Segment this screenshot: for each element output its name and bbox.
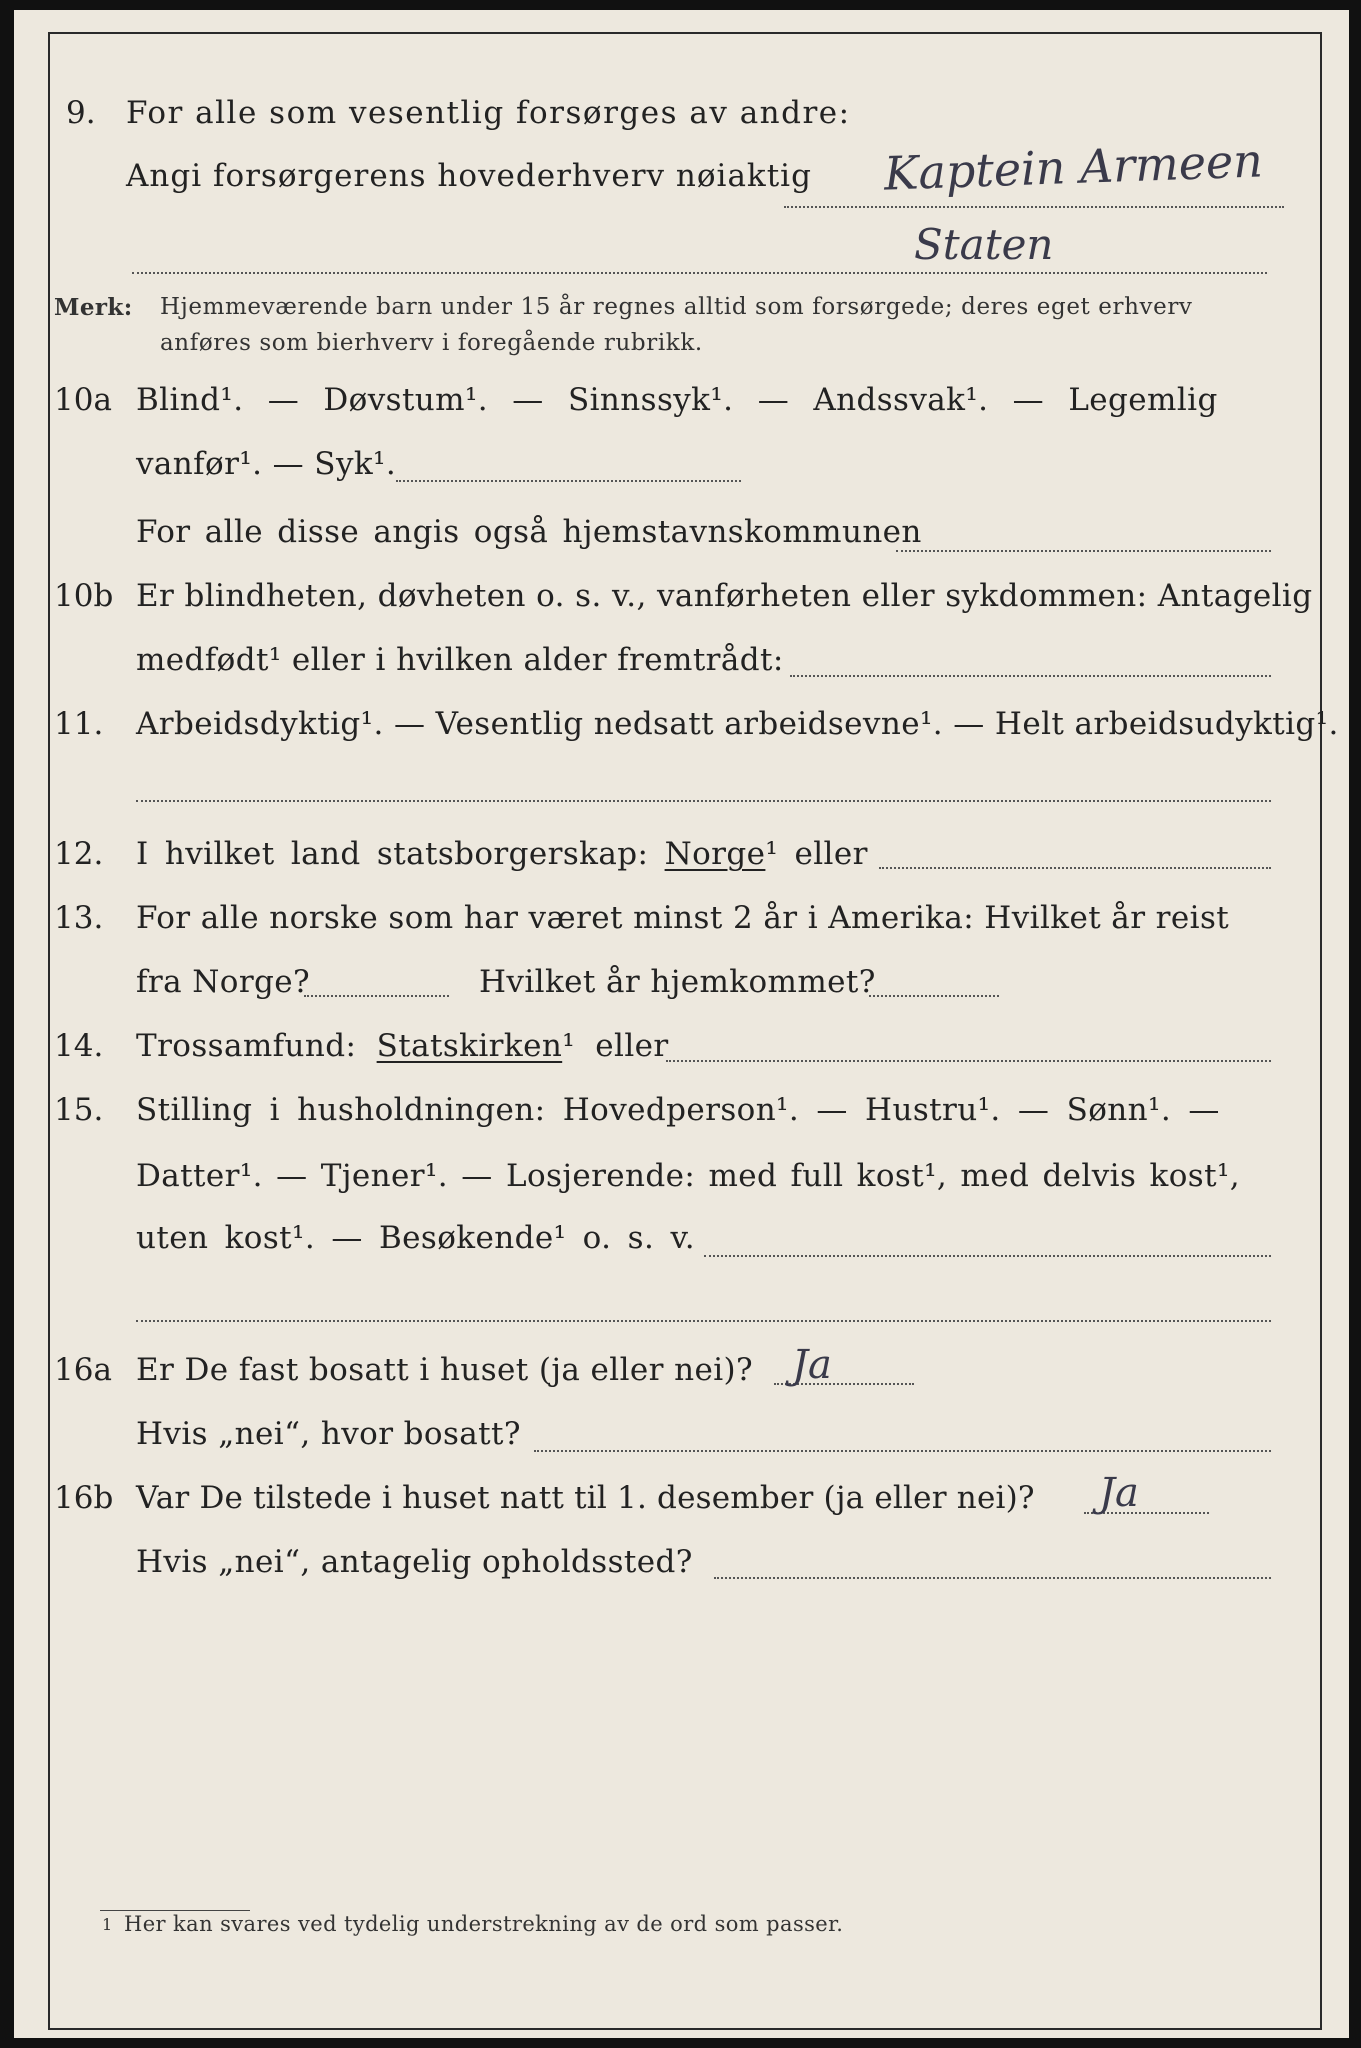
q10b-line2: medfødt¹ eller i hvilken alder fremtrådt: — [136, 642, 784, 678]
q9-number: 9. — [66, 95, 96, 131]
q10a-number: 10a — [54, 382, 112, 418]
q16a-handwritten-answer: Ja — [792, 1342, 832, 1388]
q9-line2: Angi forsørgerens hovederhverv nøiaktig — [126, 158, 812, 194]
q15-line1: Stilling i husholdningen: Hovedperson¹. — Hustru¹. — Sønn¹. — — [136, 1092, 1220, 1128]
q15-answer-line — [704, 1255, 1271, 1257]
q14-line — [136, 1028, 669, 1064]
q13-number: 13. — [54, 900, 104, 936]
q16b-number: 16b — [54, 1480, 114, 1516]
q15-extra-line — [136, 1320, 1271, 1322]
q16b-line2: Hvis „nei“, antagelig opholdssted? — [136, 1544, 693, 1580]
q15-number: 15. — [54, 1092, 104, 1128]
footnote-text: Her kan svares ved tydelig understrekning av de ord som passer. — [124, 1912, 844, 1936]
q14-answer-line — [666, 1060, 1271, 1062]
q14-suffix: ¹ eller — [562, 1028, 669, 1064]
q11-line1: Arbeidsdyktig¹. — Vesentlig nedsatt arbeidsevne¹. — Helt arbeidsudyktig¹. — [136, 706, 1339, 742]
census-form-page — [14, 10, 1349, 2038]
q10a-line3: For alle disse angis også hjemstavnskommunen — [136, 514, 922, 550]
q16a-line2: Hvis „nei“, hvor bosatt? — [136, 1416, 521, 1452]
q14-prefix: Trossamfund: — [136, 1028, 357, 1064]
q10b-answer-line — [790, 675, 1271, 677]
q14-statskirken-underlined: Statskirken — [376, 1028, 563, 1064]
q10a-kommune-answer-line — [896, 550, 1271, 552]
footnote-rule — [100, 1910, 250, 1911]
q9-answer-line1 — [784, 206, 1284, 208]
q16b-handwritten-answer: Ja — [1099, 1470, 1139, 1516]
q13-line2b: Hvilket år hjemkommet? — [479, 964, 876, 1000]
merk-label: Merk: — [54, 294, 133, 321]
q10a-line2: vanfør¹. — Syk¹. — [136, 446, 397, 482]
q13-line1: For alle norske som har været minst 2 år i Amerika: Hvilket år reist — [136, 900, 1230, 936]
q9-answer-line2 — [132, 272, 1267, 274]
q15-line2: Datter¹. — Tjener¹. — Losjerende: med full kost¹, med delvis kost¹, — [136, 1158, 1241, 1194]
q11-answer-line — [136, 800, 1271, 802]
q16b-opholdssted-answer-line — [714, 1577, 1271, 1579]
q13-line2a: fra Norge? — [136, 964, 311, 1000]
q15-line3: uten kost¹. — Besøkende¹ o. s. v. — [136, 1220, 695, 1256]
footnote-marker: 1 — [102, 1915, 113, 1934]
q12-prefix: I hvilket land statsborgerskap: — [136, 836, 649, 872]
q10b-number: 10b — [54, 578, 114, 614]
q9-line1: For alle som vesentlig forsørges av andre: — [126, 95, 851, 131]
q16a-bosatt-answer-line — [534, 1450, 1271, 1452]
q9-handwritten-answer2: Staten — [914, 220, 1054, 269]
q12-number: 12. — [54, 836, 104, 872]
merk-line1: Hjemmeværende barn under 15 år regnes alltid som forsørgede; deres eget erhverv — [160, 294, 1193, 320]
q12-answer-line — [879, 867, 1271, 869]
q12-line — [136, 836, 868, 872]
q14-number: 14. — [54, 1028, 104, 1064]
q16b-line1: Var De tilstede i huset natt til 1. desember (ja eller nei)? — [136, 1480, 1035, 1516]
merk-line2: anføres som bierhverv i foregående rubrikk. — [160, 330, 703, 356]
q10a-syk-answer-line — [396, 480, 741, 482]
q9-handwritten-answer1: Kaptein Armeen — [883, 133, 1264, 201]
q10a-line1: Blind¹. — Døvstum¹. — Sinnssyk¹. — Andssvak¹. — Legemlig — [136, 382, 1218, 418]
q13-hjemkommet-answer-line — [869, 995, 999, 997]
q12-suffix: ¹ eller — [765, 836, 868, 872]
q10b-line1: Er blindheten, døvheten o. s. v., vanførheten eller sykdommen: Antagelig — [136, 578, 1313, 614]
q11-number: 11. — [54, 706, 104, 742]
q12-norge-underlined: Norge — [664, 836, 766, 872]
q16a-number: 16a — [54, 1352, 112, 1388]
q13-reist-answer-line — [304, 995, 449, 997]
q16a-line1: Er De fast bosatt i huset (ja eller nei)? — [136, 1352, 754, 1388]
